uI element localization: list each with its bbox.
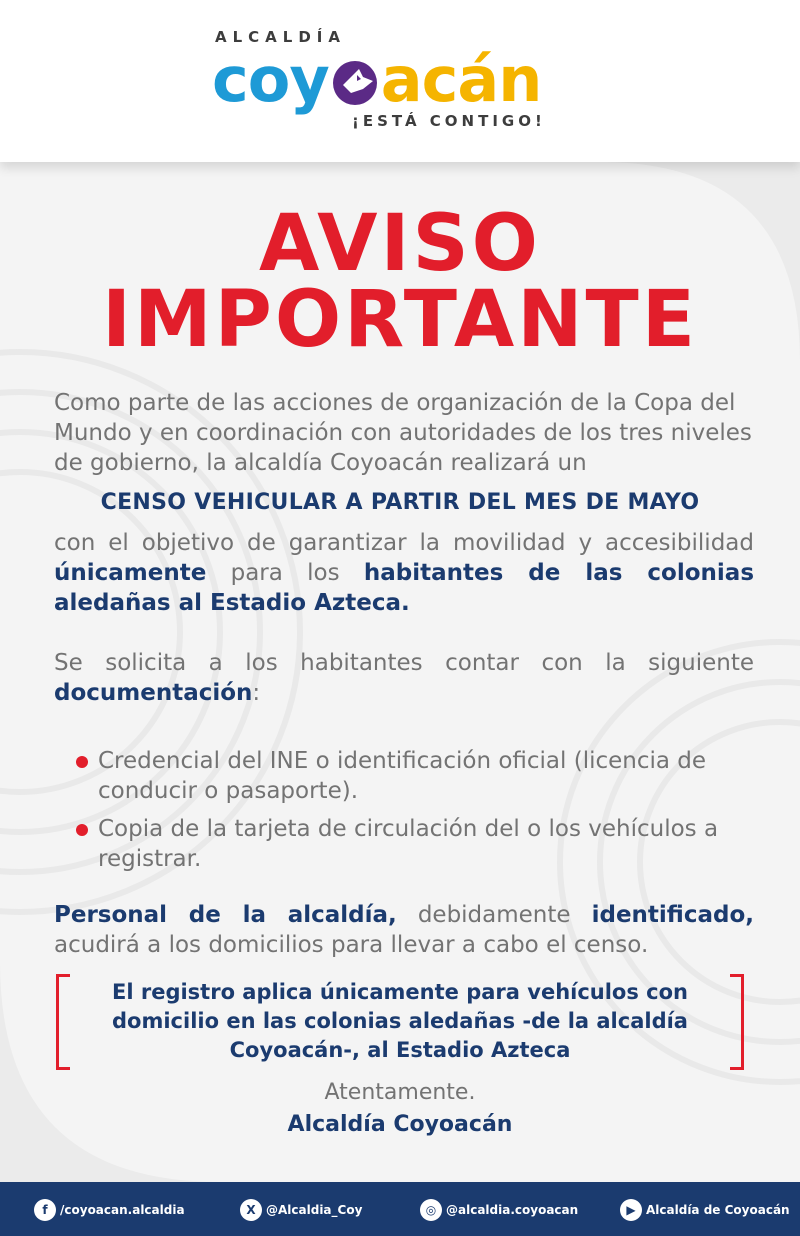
para2-text-b: únicamente — [54, 560, 207, 586]
title-line1: AVISO — [259, 199, 541, 289]
bracket-right — [730, 974, 744, 1070]
facebook-handle: /coyoacan.alcaldia — [60, 1203, 185, 1217]
paragraph-objective — [54, 528, 754, 618]
title-line2: IMPORTANTE — [102, 275, 698, 365]
x-handle: @Alcaldia_Coy — [266, 1203, 363, 1217]
instagram-handle: @alcaldia.coyoacan — [446, 1203, 579, 1217]
closing-text: Atentamente. — [324, 1080, 476, 1105]
instagram-icon: ◎ — [420, 1199, 442, 1221]
document-list — [76, 746, 756, 882]
paragraph-intro: Como parte de las acciones de organización de la Copa del Mundo y en coordinación con autoridades de los tres niveles de gobierno, la alcaldía Coyoacán realizará un — [54, 390, 752, 476]
para3-text-b: documentación — [54, 680, 253, 706]
facebook-icon: f — [34, 1199, 56, 1221]
para2-text-c: para los — [206, 560, 364, 586]
list-item-text: Copia de la tarjeta de circulación del o los vehículos a registrar. — [98, 816, 719, 872]
bullet-dot-icon — [76, 756, 88, 768]
para2-text-a: con el objetivo de garantizar la movilidad y accesibilidad — [54, 530, 754, 556]
facebook-link[interactable] — [34, 1199, 185, 1221]
para4-text-c: identificado, — [591, 902, 754, 928]
bracket-left — [56, 974, 70, 1070]
para4-text-d: acudirá a los domicilios para llevar a cabo el censo. — [54, 932, 649, 958]
logo-top-text: ALCALDÍA — [215, 28, 346, 46]
list-item — [76, 814, 756, 874]
paragraph-request — [54, 648, 754, 708]
para3-text-c: : — [252, 680, 261, 706]
para4-text-b: debidamente — [396, 902, 592, 928]
bullet-dot-icon — [76, 824, 88, 836]
youtube-icon: ▶ — [620, 1199, 642, 1221]
youtube-handle: Alcaldía de Coyoacán — [646, 1203, 790, 1217]
header — [0, 0, 800, 162]
para3-text-a: Se solicita a los habitantes contar con la siguiente — [54, 650, 754, 676]
signature: Alcaldía Coyoacán — [287, 1112, 513, 1137]
logo-word-part1: coy — [212, 43, 329, 116]
logo-wordmark — [212, 40, 541, 120]
censo-heading: CENSO VEHICULAR A PARTIR DEL MES DE MAYO — [100, 490, 700, 515]
list-item — [76, 746, 756, 806]
youtube-link[interactable] — [620, 1199, 790, 1221]
x-link[interactable] — [240, 1199, 362, 1221]
instagram-link[interactable] — [420, 1199, 578, 1221]
footer-social-bar — [0, 1182, 800, 1236]
logo-word-part2: acán — [380, 43, 542, 116]
logo-slogan: ¡ESTÁ CONTIGO! — [352, 112, 546, 130]
coyote-logo-icon — [329, 55, 381, 107]
x-icon: X — [240, 1199, 262, 1221]
list-item-text: Credencial del INE o identificación oficial (licencia de conducir o pasaporte). — [98, 748, 707, 804]
registration-note-text: El registro aplica únicamente para vehículos con domicilio en las colonias aledañas -de la alcaldía Coyoacán-, al Estadio Azteca — [111, 980, 688, 1062]
registration-note — [56, 974, 744, 1072]
para2-text-d: habitantes de las colonias aledañas al Estadio Azteca. — [54, 560, 755, 616]
paragraph-personnel — [54, 900, 754, 960]
para4-text-a: Personal de la alcaldía, — [54, 902, 397, 928]
